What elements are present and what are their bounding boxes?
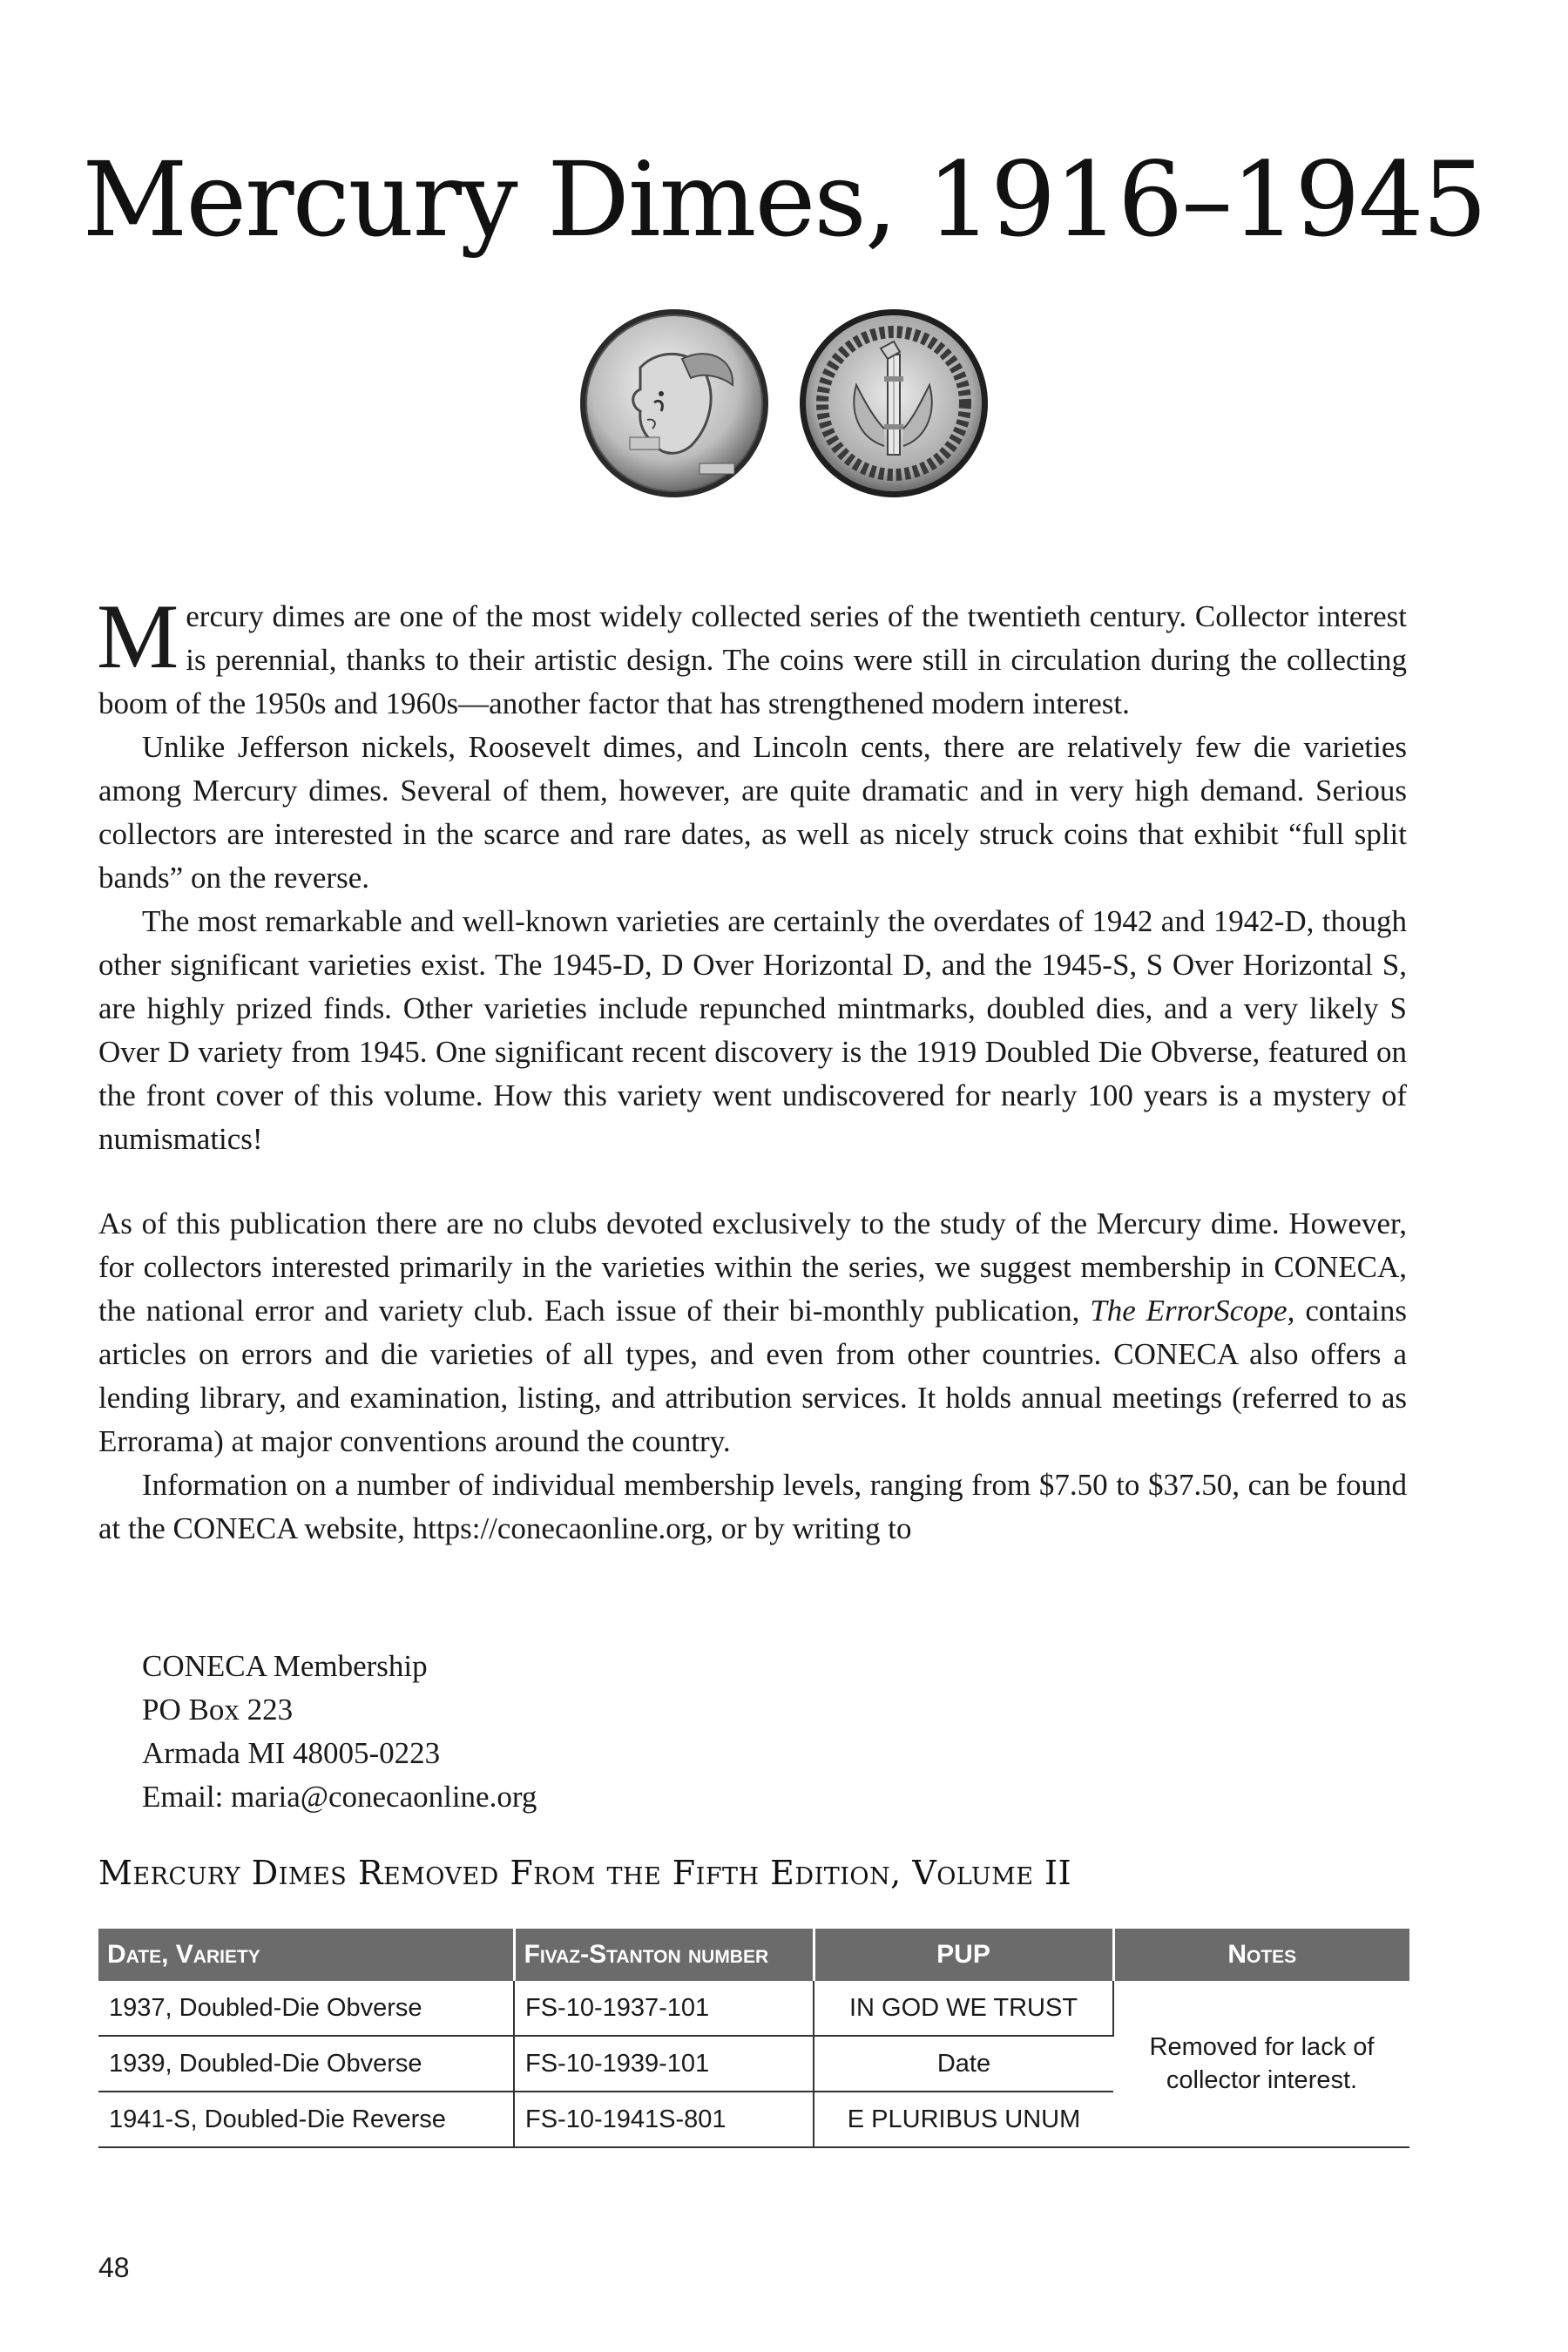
clubs-paragraph-1 [98,1202,1407,1463]
address-line-3: Armada MI 48005-0223 [142,1736,441,1770]
cell-pup: E PLURIBUS UNUM [814,2092,1113,2147]
intro-text [97,585,1407,1161]
header-date-variety: Date, Variety [98,1929,514,1981]
mercury-dime-obverse-image [578,307,771,500]
cell-pup: IN GOD WE TRUST [814,1981,1113,2036]
cell-variety: 1939, Doubled-Die Obverse [98,2036,514,2092]
clubs-paragraph-2: Information on a number of individual membership levels, ranging from $7.50 to $37.50, can be found at the CONECA website, https://conecaonline.org, or by writing to [98,1468,1407,1545]
page-number: 48 [98,2252,130,2283]
cell-fs-number: FS-10-1937-101 [514,1981,814,2036]
intro-paragraph-3: The most remarkable and well-known varieties are certainly the overdates of 1942 and 1942-D, though other significant varieties exist. The 1945-D, D Over Horizontal D, and the 1945-S, S Over Horizontal S, are highly prized finds. Other varieties include repunched mintmarks, doubled dies, and a very likely S Over D variety from 1945. One significant recent discovery is the 1919 Doubled Die Obverse, featured on the front cover of this volume. How this variety went undiscovered for nearly 100 years is a mystery of numismatics! [98,904,1407,1156]
cell-variety: 1937, Doubled-Die Obverse [98,1981,514,2036]
drop-cap: M [97,585,179,687]
cell-fs-number: FS-10-1941S-801 [514,2092,814,2147]
header-fivaz-stanton: Fivaz-Stanton number [514,1929,814,1981]
address-line-1: CONECA Membership [142,1649,428,1683]
mercury-dime-reverse-image [797,307,990,500]
page-title: Mercury Dimes, 1916–1945 [82,139,1486,260]
table-header-row [98,1929,1409,1981]
table-row [98,1981,1409,2036]
removed-varieties-table [98,1929,1409,2148]
publication-title: The ErrorScope, [1090,1294,1295,1328]
intro-paragraph-2: Unlike Jefferson nickels, Roosevelt dimes, and Lincoln cents, there are relatively few die varieties among Mercury dimes. Several of them, however, are quite dramatic and in very high demand. Serious collectors are interested in the scarce and rare dates, as well as nicely struck coins that exhibit “full split bands” on the reverse. [98,730,1407,895]
cell-fs-number: FS-10-1939-101 [514,2036,814,2092]
clubs-text [98,1202,1407,1551]
coin-images [0,307,1568,500]
address-line-2: PO Box 223 [142,1693,294,1727]
intro-paragraph-1 [97,585,1407,726]
address-email: Email: maria@conecaonline.org [142,1780,537,1814]
cell-notes: Removed for lack of collector interest. [1113,1981,1409,2147]
header-pup: PUP [814,1929,1113,1981]
mailing-address [142,1645,537,1819]
clubs-paragraph-1-start: As of this publication there are no clubs devoted exclusively to the study of the Mercury dime. However, for collectors interested primarily in the varieties within the series, we suggest membership in CONECA, the national error and variety club. Each issue of their bi-monthly publication, [98,1206,1407,1328]
intro-paragraph-1-text: ercury dimes are one of the most widely collected series of the twentieth century. Collector interest is perennial, thanks to their artistic design. The coins were still in circulation during the collecting boom of the 1950s and 1960s—another factor that has strengthened modern interest. [98,599,1407,720]
header-notes: Notes [1113,1929,1409,1981]
cell-pup: Date [814,2036,1113,2092]
cell-variety: 1941-S, Doubled-Die Reverse [98,2092,514,2147]
table-title: Mercury Dimes Removed From the Fifth Edition, Volume II [98,1854,1072,1892]
clubs-paragraph-1-end: contains articles on errors and die varieties of all types, and even from other countries. CONECA also offers a lending library, and examination, listing, and attribution services. It holds annual meetings (referred to as Errorama) at major conventions around the country. [98,1294,1407,1458]
